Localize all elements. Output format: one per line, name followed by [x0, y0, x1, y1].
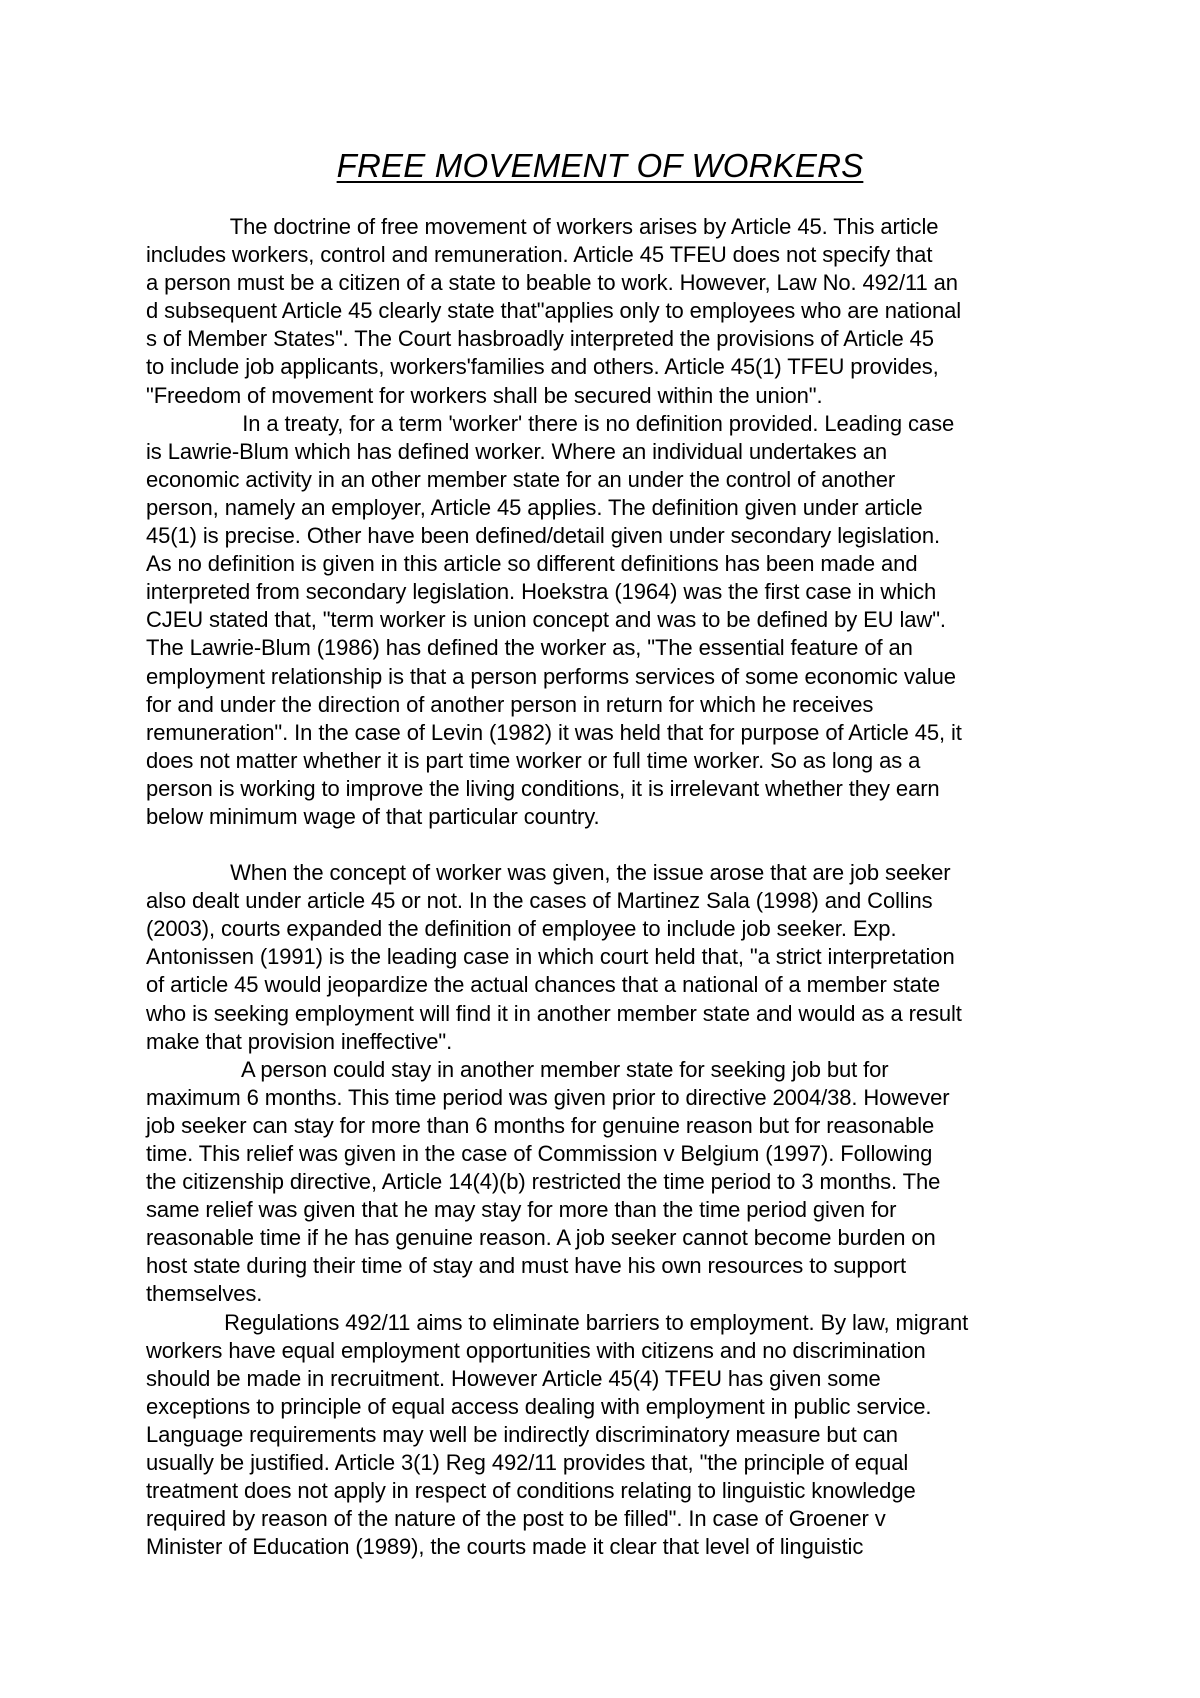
- text-line: Minister of Education (1989), the courts made it clear that level of linguistic: [146, 1534, 864, 1560]
- text-line: should be made in recruitment. However Article 45(4) TFEU has given some: [146, 1365, 881, 1391]
- text-line: Language requirements may well be indirectly discriminatory measure but can: [146, 1421, 898, 1447]
- text-line: for and under the direction of another person in return for which he receives: [146, 691, 874, 717]
- text-line: 45(1) is precise. Other have been defined/detail given under secondary legislation.: [146, 523, 940, 549]
- text-line: "Freedom of movement for workers shall be secured within the union".: [146, 382, 823, 408]
- text-line: A person could stay in another member state for seeking job but for: [146, 1056, 889, 1082]
- text-line: is Lawrie-Blum which has defined worker. Where an individual undertakes an: [146, 438, 887, 464]
- text-line: economic activity in an other member state for an under the control of another: [146, 466, 896, 492]
- text-line: workers have equal employment opportunities with citizens and no discrimination: [146, 1337, 926, 1363]
- text-line: maximum 6 months. This time period was given prior to directive 2004/38. However: [146, 1084, 950, 1110]
- text-line: In a treaty, for a term 'worker' there is no definition provided. Leading case: [146, 410, 955, 436]
- text-line: of article 45 would jeopardize the actual chances that a national of a member state: [146, 972, 940, 998]
- text-line: When the concept of worker was given, the issue arose that are job seeker: [146, 860, 951, 886]
- paragraph-gap: [146, 831, 1066, 859]
- text-line: same relief was given that he may stay for more than the time period given for: [146, 1197, 897, 1223]
- document-body: [146, 213, 1066, 1561]
- text-line: required by reason of the nature of the post to be filled". In case of Groener v: [146, 1506, 886, 1532]
- text-line: to include job applicants, workers'families and others. Article 45(1) TFEU provides,: [146, 354, 939, 380]
- page-title: FREE MOVEMENT OF WORKERS: [336, 147, 864, 184]
- text-line: person, namely an employer, Article 45 applies. The definition given under article: [146, 494, 923, 520]
- text-line: d subsequent Article 45 clearly state that"applies only to employees who are national: [146, 298, 962, 324]
- text-line: host state during their time of stay and must have his own resources to support: [146, 1253, 907, 1279]
- text-line: job seeker can stay for more than 6 months for genuine reason but for reasonable: [146, 1112, 935, 1138]
- text-line: does not matter whether it is part time worker or full time worker. So as long as a: [146, 747, 921, 773]
- text-line: The Lawrie-Blum (1986) has defined the worker as, "The essential feature of an: [146, 635, 913, 661]
- text-line: time. This relief was given in the case of Commission v Belgium (1997). Following: [146, 1141, 933, 1166]
- text-line: exceptions to principle of equal access dealing with employment in public service.: [146, 1393, 932, 1419]
- text-line: below minimum wage of that particular country.: [146, 803, 600, 829]
- text-line: person is working to improve the living conditions, it is irrelevant whether they earn: [146, 775, 940, 801]
- text-line: usually be justified. Article 3(1) Reg 492/11 provides that, "the principle of equal: [146, 1450, 909, 1476]
- text-line: themselves.: [146, 1281, 263, 1307]
- text-line: Regulations 492/11 aims to eliminate barriers to employment. By law, migrant: [146, 1309, 969, 1335]
- text-line: employment relationship is that a person performs services of some economic value: [146, 663, 956, 689]
- text-line: Antonissen (1991) is the leading case in which court held that, "a strict interpretation: [146, 944, 955, 970]
- text-line: s of Member States". The Court hasbroadly interpreted the provisions of Article 45: [146, 326, 934, 352]
- text-line: remuneration". In the case of Levin (1982) it was held that for purpose of Article 45, it: [146, 719, 962, 745]
- text-line: treatment does not apply in respect of conditions relating to linguistic knowledge: [146, 1478, 916, 1504]
- text-line: As no definition is given in this article so different definitions has been made and: [146, 551, 918, 577]
- text-line: includes workers, control and remuneration. Article 45 TFEU does not specify that: [146, 242, 933, 268]
- text-line: reasonable time if he has genuine reason. A job seeker cannot become burden on: [146, 1225, 936, 1251]
- text-line: the citizenship directive, Article 14(4)(b) restricted the time period to 3 months. The: [146, 1169, 941, 1195]
- text-line: (2003), courts expanded the definition of employee to include job seeker. Exp.: [146, 916, 897, 942]
- text-line: who is seeking employment will find it in another member state and would as a result: [146, 1000, 962, 1026]
- text-line: The doctrine of free movement of workers arises by Article 45. This article: [146, 214, 939, 239]
- text-line: also dealt under article 45 or not. In the cases of Martinez Sala (1998) and Collins: [146, 888, 933, 914]
- text-line: make that provision ineffective".: [146, 1028, 453, 1054]
- text-line: a person must be a citizen of a state to beable to work. However, Law No. 492/11 an: [146, 270, 958, 296]
- text-line: CJEU stated that, "term worker is union concept and was to be defined by EU law".: [146, 607, 946, 633]
- text-line: interpreted from secondary legislation. Hoekstra (1964) was the first case in which: [146, 579, 937, 605]
